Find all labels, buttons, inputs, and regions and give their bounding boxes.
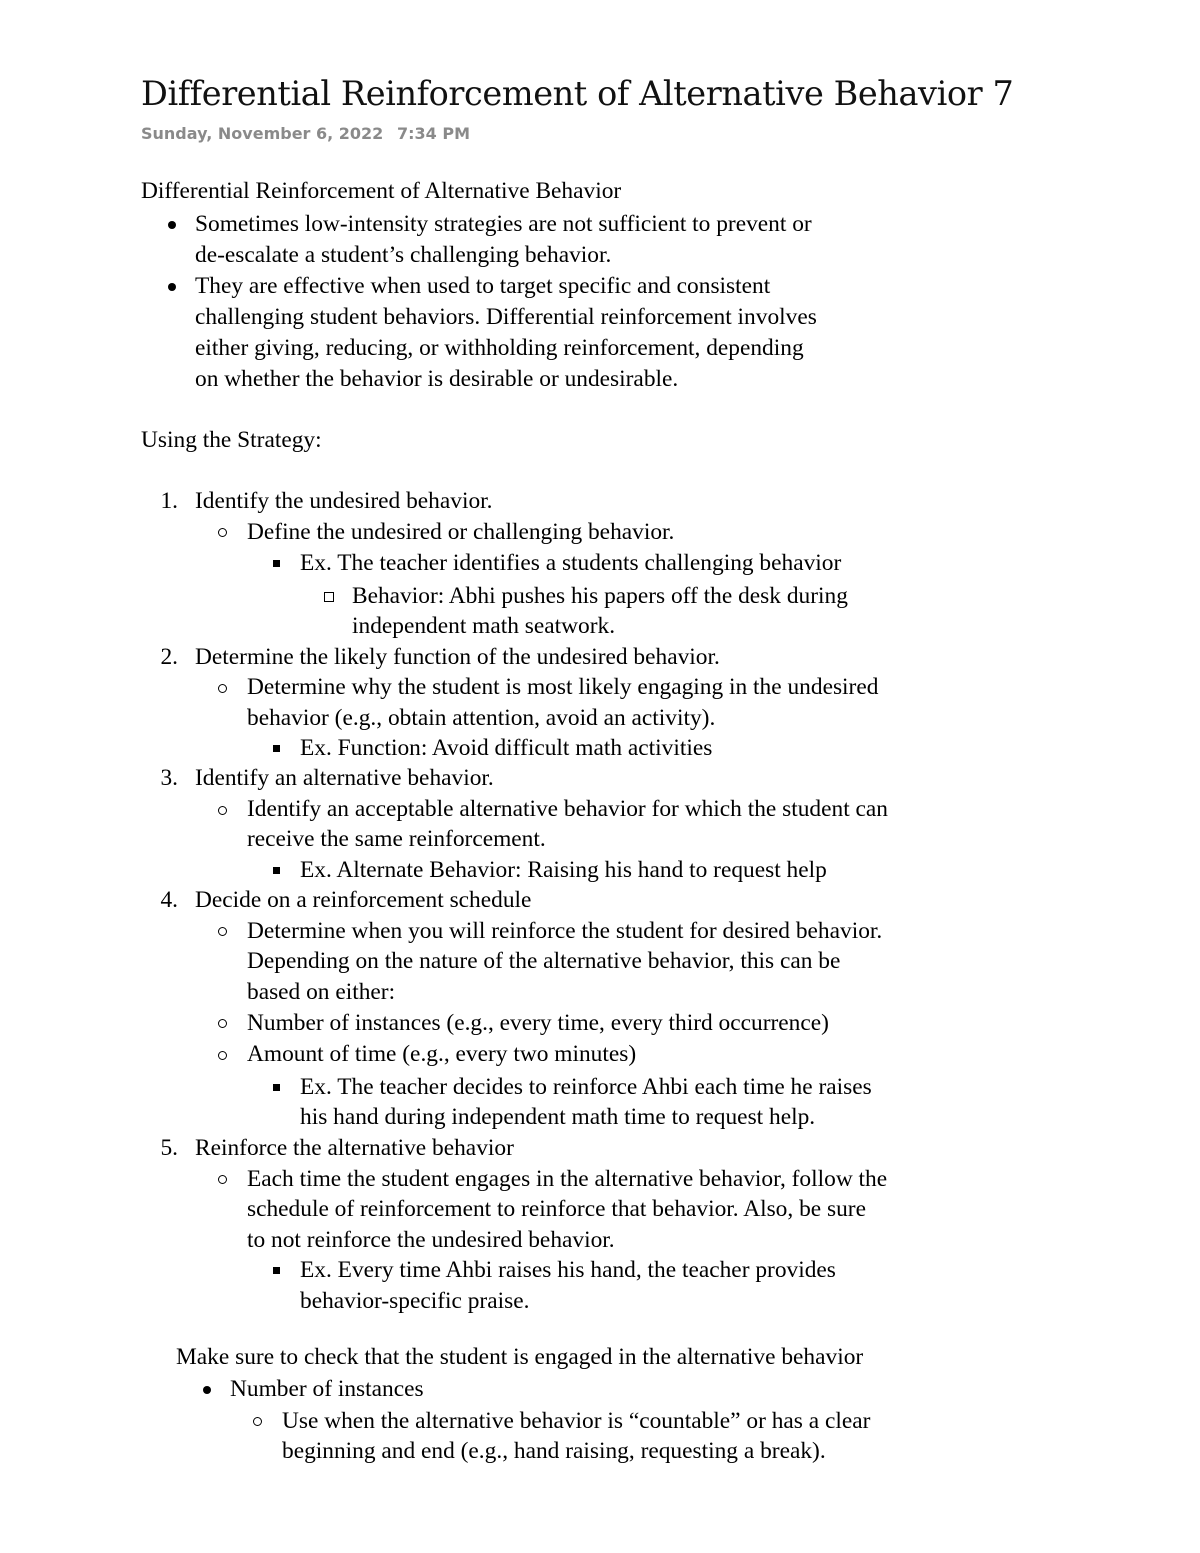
step-4-example-line-1: Ex. The teacher decides to reinforce Ahbi each time he raises	[300, 1074, 872, 1100]
step-4-example-line-2: his hand during independent math time to request help.	[300, 1104, 816, 1130]
step-3-text: Identify an alternative behavior.	[195, 765, 494, 791]
intro-heading: Differential Reinforcement of Alternative Behavior	[141, 178, 622, 204]
step-4-sub-1-line-2: Depending on the nature of the alternative behavior, this can be	[247, 948, 841, 974]
step-1-detail-line-1: Behavior: Abhi pushes his papers off the desk during	[352, 583, 848, 609]
bullet-icon	[168, 283, 176, 291]
note-timestamp	[141, 121, 471, 147]
step-2-number: 2.	[160, 644, 178, 670]
check-sub-line-1: Use when the alternative behavior is “countable” or has a clear	[282, 1408, 871, 1434]
intro-bullet-2-line-4: on whether the behavior is desirable or undesirable.	[195, 366, 679, 392]
bullet-icon	[203, 1386, 211, 1394]
intro-bullet-1-line-2: de-escalate a student’s challenging behavior.	[195, 242, 612, 268]
check-bullet: Number of instances	[230, 1376, 424, 1402]
strategy-heading: Using the Strategy:	[141, 427, 322, 453]
step-1-detail-line-2: independent math seatwork.	[352, 613, 616, 639]
step-1-number: 1.	[160, 488, 178, 514]
square-bullet-icon	[273, 1267, 280, 1274]
step-2-example: Ex. Function: Avoid difficult math activities	[300, 735, 713, 761]
note-time: 7:34 PM	[397, 124, 471, 143]
circle-bullet-icon	[218, 806, 227, 815]
step-1-example: Ex. The teacher identifies a students challenging behavior	[300, 550, 842, 576]
circle-bullet-icon	[218, 684, 227, 693]
intro-bullet-2-line-3: either giving, reducing, or withholding reinforcement, depending	[195, 335, 804, 361]
bullet-icon	[168, 221, 176, 229]
circle-bullet-icon	[218, 1175, 227, 1184]
square-bullet-icon	[273, 745, 280, 752]
square-bullet-icon	[273, 1084, 280, 1091]
intro-bullet-2-line-1: They are effective when used to target specific and consistent	[195, 273, 771, 299]
step-4-sub-2: Number of instances (e.g., every time, every third occurrence)	[247, 1010, 829, 1036]
step-4-number: 4.	[160, 887, 178, 913]
square-bullet-icon	[273, 560, 280, 567]
step-4-sub-1-line-1: Determine when you will reinforce the student for desired behavior.	[247, 918, 883, 944]
step-3-sub-line-2: receive the same reinforcement.	[247, 826, 546, 852]
checkbox-bullet-icon[interactable]	[324, 592, 334, 602]
circle-bullet-icon	[253, 1417, 262, 1426]
step-4-sub-1-line-3: based on either:	[247, 979, 396, 1005]
check-heading: Make sure to check that the student is engaged in the alternative behavior	[176, 1344, 864, 1370]
step-1-sub: Define the undesired or challenging behavior.	[247, 519, 675, 545]
circle-bullet-icon	[218, 1019, 227, 1028]
step-3-example: Ex. Alternate Behavior: Raising his hand to request help	[300, 857, 827, 883]
intro-bullet-2-line-2: challenging student behaviors. Differential reinforcement involves	[195, 304, 817, 330]
circle-bullet-icon	[218, 927, 227, 936]
note-date: Sunday, November 6, 2022	[141, 124, 384, 143]
step-3-number: 3.	[160, 765, 178, 791]
step-2-text: Determine the likely function of the undesired behavior.	[195, 644, 720, 670]
step-4-sub-3: Amount of time (e.g., every two minutes)	[247, 1041, 637, 1067]
step-5-sub-line-2: schedule of reinforcement to reinforce that behavior. Also, be sure	[247, 1196, 866, 1222]
step-5-text: Reinforce the alternative behavior	[195, 1135, 514, 1161]
intro-bullet-1-line-1: Sometimes low-intensity strategies are not sufficient to prevent or	[195, 211, 812, 237]
circle-bullet-icon	[218, 528, 227, 537]
circle-bullet-icon	[218, 1051, 227, 1060]
step-3-sub-line-1: Identify an acceptable alternative behavior for which the student can	[247, 796, 889, 822]
step-4-text: Decide on a reinforcement schedule	[195, 887, 532, 913]
step-2-sub-line-2: behavior (e.g., obtain attention, avoid an activity).	[247, 705, 716, 731]
check-sub-line-2: beginning and end (e.g., hand raising, requesting a break).	[282, 1438, 826, 1464]
step-2-sub-line-1: Determine why the student is most likely engaging in the undesired	[247, 674, 879, 700]
step-5-example-line-1: Ex. Every time Ahbi raises his hand, the teacher provides	[300, 1257, 836, 1283]
step-5-sub-line-3: to not reinforce the undesired behavior.	[247, 1227, 615, 1253]
step-1-text: Identify the undesired behavior.	[195, 488, 493, 514]
note-title[interactable]: Differential Reinforcement of Alternative Behavior 7	[141, 74, 1014, 113]
step-5-sub-line-1: Each time the student engages in the alternative behavior, follow the	[247, 1166, 888, 1192]
square-bullet-icon	[273, 867, 280, 874]
step-5-number: 5.	[160, 1135, 178, 1161]
step-5-example-line-2: behavior-specific praise.	[300, 1288, 530, 1314]
